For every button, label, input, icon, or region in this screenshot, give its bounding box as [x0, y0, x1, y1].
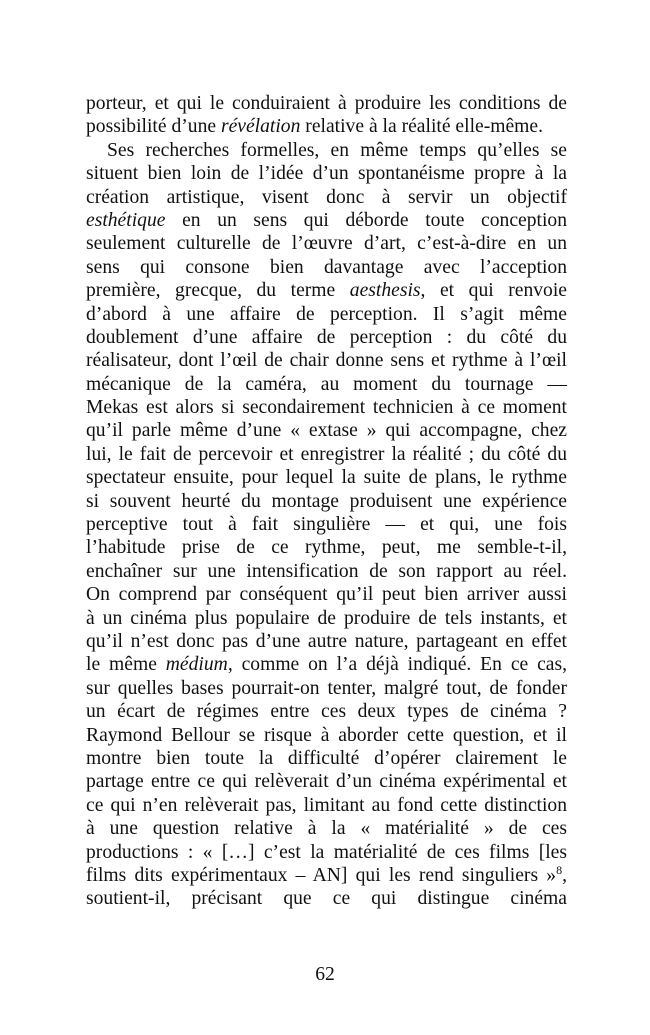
text-segment: création artistique, visent donc à servir un objectif — [86, 186, 567, 208]
text-segment: Ses recherches formelles, en même temps qu’elles se — [107, 139, 567, 161]
text-line — [86, 92, 567, 115]
text-line — [86, 747, 567, 770]
text-line — [86, 232, 567, 255]
text-segment: perceptive tout à fait singulière — et qui, une fois — [86, 514, 567, 536]
text-line — [86, 466, 567, 489]
text-line — [86, 607, 567, 630]
text-segment: à un cinéma plus populaire de produire de tels instants, et — [86, 607, 567, 629]
text-segment: mécanique de la caméra, au moment du tournage — — [86, 373, 567, 395]
italic-text: médium — [165, 654, 228, 676]
text-line — [86, 256, 567, 279]
text-line — [86, 373, 567, 396]
text-line — [86, 770, 567, 793]
page-number: 62 — [315, 964, 335, 985]
text-segment: Raymond Bellour se risque à aborder cette question, et il — [86, 724, 567, 746]
text-line — [86, 794, 567, 817]
text-line — [86, 139, 567, 162]
text-segment: qu’il n’est donc pas d’une autre nature, partageant en effet — [86, 630, 567, 652]
text-line — [86, 303, 567, 326]
text-line — [86, 677, 567, 700]
text-segment: d’abord à une affaire de perception. Il s’agit même — [86, 303, 567, 325]
text-line — [86, 630, 567, 653]
text-segment: soutient-il, précisant que ce qui distingue cinéma — [86, 888, 567, 910]
text-segment: sens qui consone bien davantage avec l’acception — [86, 256, 567, 278]
text-segment: films dits expérimentaux – AN] qui les rend singuliers » — [86, 864, 557, 886]
text-line — [86, 864, 567, 887]
text-line — [86, 162, 567, 185]
text-segment: à une question relative à la « matérialité » de ces — [86, 818, 567, 840]
text-line — [86, 349, 567, 372]
text-segment: en un sens qui déborde toute conception — [165, 209, 567, 231]
text-line — [86, 396, 567, 419]
text-segment: , et qui renvoie — [420, 280, 567, 302]
text-line — [86, 536, 567, 559]
text-line — [86, 326, 567, 349]
text-segment: doublement d’une affaire de perception : du côté du — [86, 326, 567, 348]
text-line — [86, 209, 567, 232]
text-line — [86, 817, 567, 840]
text-segment: possibilité d’une — [86, 116, 221, 138]
text-segment: relative à la réalité elle-même. — [300, 116, 544, 138]
text-segment: qu’il parle même d’une « extase » qui accompagne, chez — [86, 420, 567, 442]
italic-text: aesthesis — [349, 280, 421, 302]
text-segment: enchaîner sur une intensification de son rapport au réel. — [86, 560, 567, 582]
text-line — [86, 115, 567, 138]
text-segment: lui, le fait de percevoir et enregistrer la réalité ; du côté du — [86, 443, 567, 465]
text-line — [86, 490, 567, 513]
text-line — [86, 443, 567, 466]
text-line — [86, 653, 567, 676]
text-segment: partage entre ce qui relèverait d’un cinéma expérimental et — [86, 771, 567, 793]
text-line — [86, 186, 567, 209]
text-segment: un écart de régimes entre ces deux types de cinéma ? — [86, 701, 567, 723]
italic-text: révélation — [220, 116, 301, 138]
text-segment: première, grecque, du terme — [86, 280, 350, 302]
text-line — [86, 279, 567, 302]
text-segment: ce qui n’en relèverait pas, limitant au fond cette distinction — [86, 794, 567, 816]
body-text — [86, 92, 567, 911]
text-segment: , comme on l’a déjà indiqué. En ce cas, — [227, 654, 567, 676]
text-segment: si souvent heurté du montage produisent une expérience — [86, 490, 567, 512]
text-segment: réalisateur, dont l’œil de chair donne sens et rythme à l’œil — [86, 350, 567, 372]
text-segment: montre bien toute la difficulté d’opérer clairement le — [86, 747, 567, 769]
text-line — [86, 841, 567, 864]
text-segment: On comprend par conséquent qu’il peut bien arriver aussi — [86, 584, 567, 606]
text-segment: situent bien loin de l’idée d’un spontanéisme propre à la — [86, 163, 567, 185]
text-segment: le même — [86, 654, 166, 676]
text-segment: sur quelles bases pourrait-on tenter, malgré tout, de fonder — [86, 677, 567, 699]
text-line — [86, 513, 567, 536]
text-segment: porteur, et qui le conduiraient à produire les conditions de — [86, 93, 567, 114]
italic-text: esthétique — [86, 209, 166, 231]
text-line — [86, 419, 567, 442]
text-segment: productions : « […] c’est la matérialité de ces films [les — [86, 841, 567, 863]
text-segment: , — [562, 864, 567, 886]
text-segment: Mekas est alors si secondairement technicien à ce moment — [86, 397, 567, 419]
text-line — [86, 887, 567, 910]
text-line — [86, 560, 567, 583]
text-segment: l’habitude prise de ce rythme, peut, me semble-t-il, — [86, 537, 567, 559]
text-line — [86, 724, 567, 747]
text-segment: seulement culturelle de l’œuvre d’art, c’est-à-dire en un — [86, 233, 567, 255]
text-segment: spectateur ensuite, pour lequel la suite de plans, le rythme — [86, 467, 567, 489]
text-line — [86, 583, 567, 606]
footnote-marker: 8 — [556, 862, 563, 877]
text-line — [86, 700, 567, 723]
